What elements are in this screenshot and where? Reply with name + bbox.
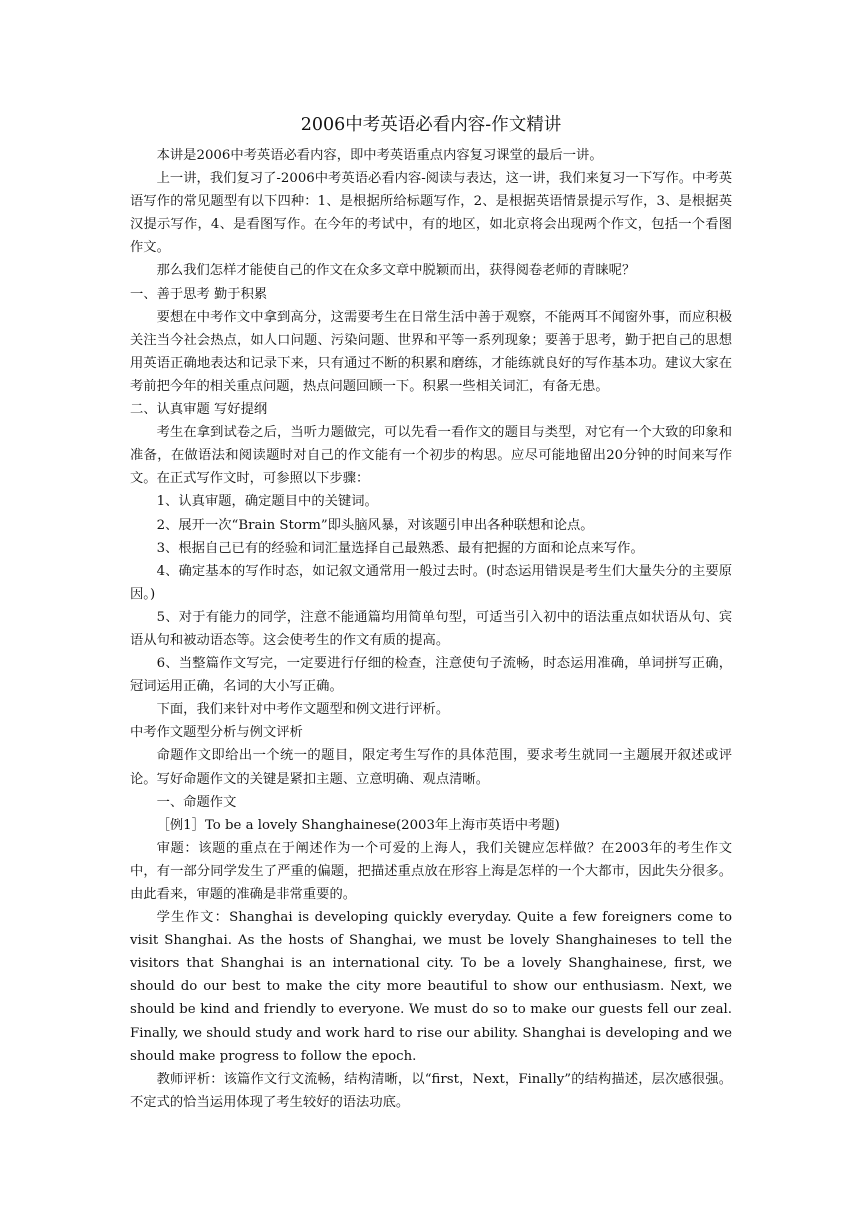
body-paragraph: 命题作文即给出一个统一的题目，限定考生写作的具体范围，要求考生就同一主题展开叙述或评论。写好命题作文的关键是紧扣主题、立意明确、观点清晰。 <box>130 748 732 787</box>
body-paragraph: 学生作文：Shanghai is developing quickly everyday. Quite a few foreigners come to visit Shanghai. As the hosts of Shanghai, we must be lovely Shanghaineses to tell the visitors that Shanghai is an international city. To be a lovely Shanghainese, first, we should do our best to make the city more beautiful to show our enthusiasm. Next, we should be kind and friendly to everyone. We must do so to make our guests fell our zeal. Finally, we should study and work hard to rise our ability. Shanghai is developing and we should make progress to follow the epoch. <box>130 910 732 1064</box>
body-paragraph: 上一讲，我们复习了-2006中考英语必看内容-阅读与表达，这一讲，我们来复习一下写作。中考英语写作的常见题型有以下四种：1、是根据所给标题写作，2、是根据英语情景提示写作，3、是根据英汉提示写作，4、是看图写作。在今年的考试中，有的地区，如北京将会出现两个作文，包括一个看图作文。 <box>130 171 732 256</box>
document-body <box>130 144 732 1114</box>
document-title: 2006中考英语必看内容-作文精讲 <box>300 115 562 135</box>
body-paragraph: 一、命题作文 <box>156 794 237 810</box>
body-paragraph: 要想在中考作文中拿到高分，这需要考生在日常生活中善于观察，不能两耳不闻窗外事，而应积极关注当今社会热点，如人口问题、污染问题、世界和平等一系列现象；要善于思考，勤于把自己的思想用英语正确地表达和记录下来，只有通过不断的积累和磨练，才能练就良好的写作基本功。建议大家在考前把今年的相关重点问题，热点问题回顾一下。积累一些相关词汇，有备无患。 <box>130 309 732 394</box>
body-paragraph: 5、对于有能力的同学，注意不能通篇均用简单句型，可适当引入初中的语法重点如状语从句、宾语从句和被动语态等。这会使考生的作文有质的提高。 <box>130 609 732 648</box>
body-paragraph: 4、确定基本的写作时态，如记叙文通常用一般过去时。(时态运用错误是考生们大量失分的主要原因。) <box>130 563 732 602</box>
body-paragraph: 6、当整篇作文写完，一定要进行仔细的检查，注意使句子流畅，时态运用准确，单词拼写正确，冠词运用正确，名词的大小写正确。 <box>130 656 732 695</box>
body-paragraph: 那么我们怎样才能使自己的作文在众多文章中脱颖而出，获得阅卷老师的青睐呢？ <box>156 263 636 279</box>
section-heading: 二、认真审题 写好提纲 <box>130 402 268 418</box>
section-heading: 一、善于思考 勤于积累 <box>130 286 268 302</box>
body-paragraph: ［例1］To be a lovely Shanghainese(2003年上海市英语中考题) <box>156 817 560 833</box>
body-paragraph: 1、认真审题，确定题目中的关键词。 <box>156 494 378 510</box>
body-paragraph: 考生在拿到试卷之后，当听力题做完，可以先看一看作文的题目与类型，对它有一个大致的印象和准备，在做语法和阅读题时对自己的作文能有一个初步的构思。应尽可能地留出20分钟的时间来写作文。在正式写作文时，可参照以下步骤： <box>130 425 732 487</box>
section-heading: 中考作文题型分析与例文评析 <box>130 725 303 741</box>
body-paragraph: 2、展开一次“Brain Storm”即头脑风暴，对该题引申出各种联想和论点。 <box>156 517 594 533</box>
document-page <box>130 112 732 1114</box>
body-paragraph: 下面，我们来针对中考作文题型和例文进行评析。 <box>156 702 450 718</box>
body-paragraph: 本讲是2006中考英语必看内容，即中考英语重点内容复习课堂的最后一讲。 <box>156 148 603 163</box>
body-paragraph: 审题：该题的重点在于阐述作为一个可爱的上海人，我们关键应怎样做？在2003年的考生作文中，有一部分同学发生了严重的偏题，把描述重点放在形容上海是怎样的一个大都市，因此失分很多。由此看来，审题的准确是非常重要的。 <box>130 840 732 902</box>
body-paragraph: 教师评析：该篇作文行文流畅，结构清晰，以“first，Next，Finally”的结构描述，层次感很强。不定式的恰当运用体现了考生较好的语法功底。 <box>130 1071 732 1110</box>
body-paragraph: 3、根据自己已有的经验和词汇量选择自己最熟悉、最有把握的方面和论点来写作。 <box>156 540 644 556</box>
